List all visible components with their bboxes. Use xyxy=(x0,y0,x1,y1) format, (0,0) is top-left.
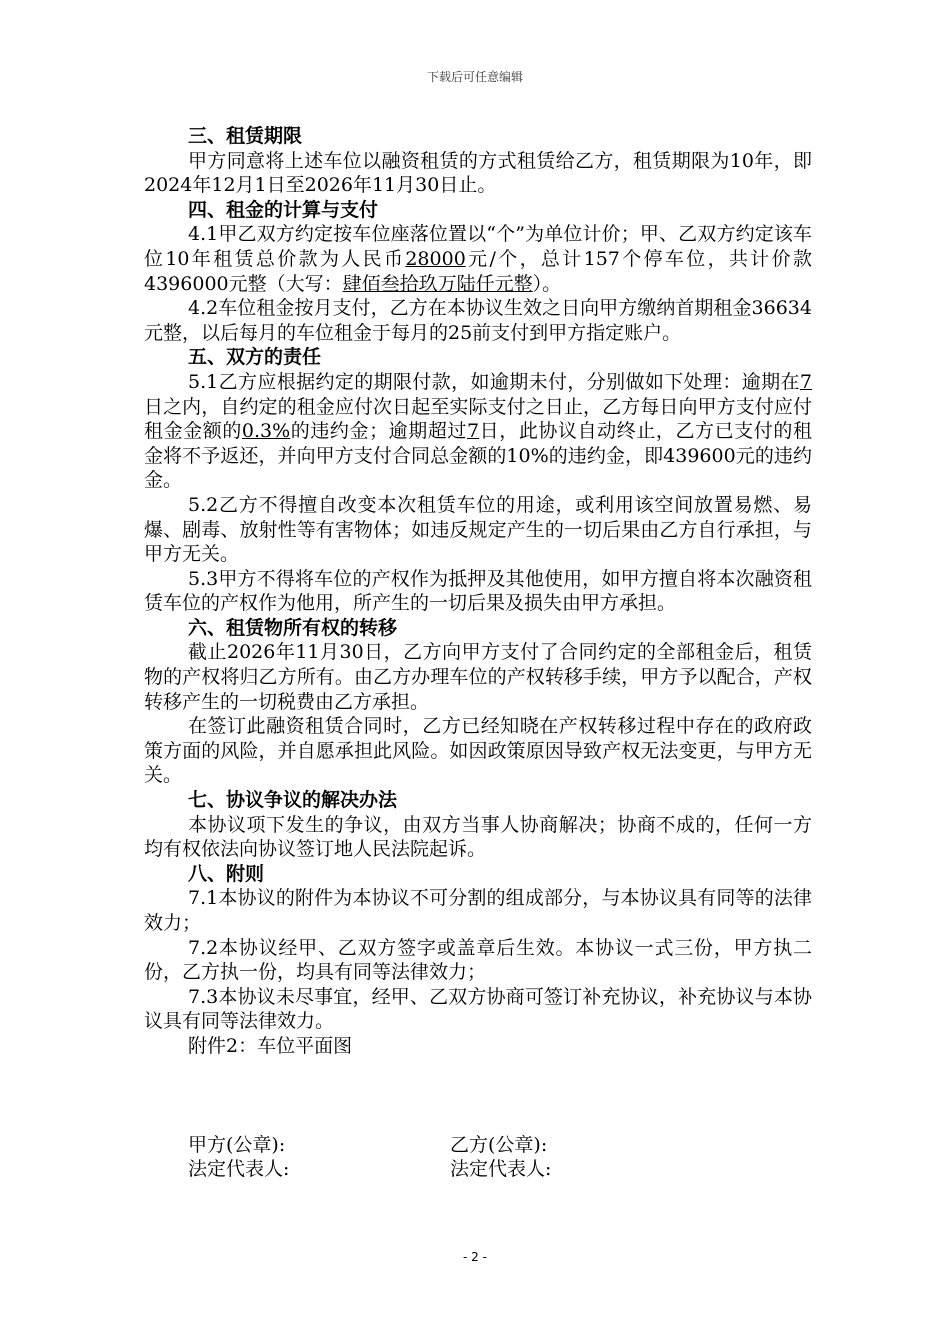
text-segment: 日之内，自约定的租金应付次日起至实际支付之日止，乙方每日向甲方支付应付租金金额的 xyxy=(144,395,812,443)
party-b-seal-label: 乙方(公章): xyxy=(450,1133,548,1156)
page-number: - 2 - xyxy=(463,1250,487,1264)
paragraph-lease-term: 甲方同意将上述车位以融资租赁的方式租赁给乙方，租赁期限为10年，即2024年12月1日至2026年11月30日止。 xyxy=(144,149,812,197)
section-title-supplementary: 八、附则 xyxy=(188,862,265,885)
text-segment: 5.1乙方应根据约定的期限付款，如逾期未付，分别做如下处理：逾期在 xyxy=(188,370,800,393)
paragraph-5-2: 5.2乙方不得擅自改变本次租赁车位的用途，或利用该空间放置易燃、易爆、剧毒、放射性等有害物体；如违反规定产生的一切后果由乙方自行承担，与甲方无关。 xyxy=(144,493,812,566)
section-title-lease-term: 三、租赁期限 xyxy=(188,125,303,147)
text-segment: 日，此协议自动终止，乙方已支付的租金将不予返还，并向甲方支付合同总金额的10%的违约金，即439600元的违约金。 xyxy=(144,420,812,492)
document-body xyxy=(144,124,812,1182)
paragraph-6-1: 截止2026年11月30日，乙方向甲方支付了合同约定的全部租金后，租赁物的产权将归乙方所有。由乙方办理车位的产权转移手续，甲方予以配合，产权转移产生的一切税费由乙方承担。 xyxy=(144,641,812,713)
paragraph-8-3: 7.3本协议未尽事宜，经甲、乙双方协商可签订补充协议，补充协议与本协议具有同等法律效力。 xyxy=(144,985,812,1033)
overdue-days: 7 xyxy=(799,370,812,393)
penalty-rate: 0.3% xyxy=(241,420,291,443)
section-title-rent-payment: 四、租金的计算与支付 xyxy=(188,198,379,221)
total-price-uppercase: 肆佰叁拾玖万陆仟元整 xyxy=(342,272,533,295)
section-title-ownership-transfer: 六、租赁物所有权的转移 xyxy=(188,616,398,639)
party-a-signature xyxy=(188,1133,450,1182)
party-a-representative-label: 法定代表人: xyxy=(188,1158,290,1181)
paragraph-8-1: 7.1本协议的附件为本协议不可分割的组成部分，与本协议具有同等的法律效力； xyxy=(144,887,812,934)
paragraph-5-3: 5.3甲方不得将车位的产权作为抵押及其他使用，如甲方擅自将本次融资租赁车位的产权作为他用，所产生的一切后果及损失由甲方承担。 xyxy=(144,567,812,615)
overdue-days-limit: 7 xyxy=(467,420,480,443)
signature-block xyxy=(144,1133,812,1182)
text-segment: 4.1甲乙双方约定按车位座落位置以“个”为单位计价；甲、乙双方约定该车位10年租赁总价款为人民币 xyxy=(144,223,812,270)
price-per-unit: 28000 xyxy=(405,247,466,270)
text-segment: 元/个，总计157个停车位，共计价款4396000元整（大写： xyxy=(144,247,812,295)
party-b-signature xyxy=(450,1133,712,1182)
section-title-responsibilities: 五、双方的责任 xyxy=(188,346,322,369)
page-header: 下载后可任意编辑 xyxy=(426,70,523,84)
attachment-note: 附件2：车位平面图 xyxy=(188,1034,353,1057)
paragraph-7: 本协议项下发生的争议，由双方当事人协商解决；协商不成的，任何一方均有权依法向协议签订地人民法院起诉。 xyxy=(144,813,812,861)
party-a-seal-label: 甲方(公章): xyxy=(188,1133,286,1156)
section-title-dispute-resolution: 七、协议争议的解决办法 xyxy=(188,789,398,812)
text-segment: 的违约金；逾期超过 xyxy=(290,420,467,443)
paragraph-8-2: 7.2本协议经甲、乙双方签字或盖章后生效。本协议一式三份，甲方执二份，乙方执一份，均具有同等法律效力； xyxy=(144,936,812,984)
paragraph-4-2: 4.2车位租金按月支付，乙方在本协议生效之日向甲方缴纳首期租金36634元整，以后每月的车位租金于每月的25前支付到甲方指定账户。 xyxy=(144,297,812,344)
paragraph-6-2: 在签订此融资租赁合同时，乙方已经知晓在产权转移过程中存在的政府政策方面的风险，并自愿承担此风险。如因政策原因导致产权无法变更，与甲方无关。 xyxy=(144,715,812,787)
paragraph-4-1 xyxy=(144,222,812,296)
party-b-representative-label: 法定代表人: xyxy=(450,1158,552,1181)
text-segment: ）。 xyxy=(532,272,562,295)
paragraph-5-1 xyxy=(144,370,812,493)
